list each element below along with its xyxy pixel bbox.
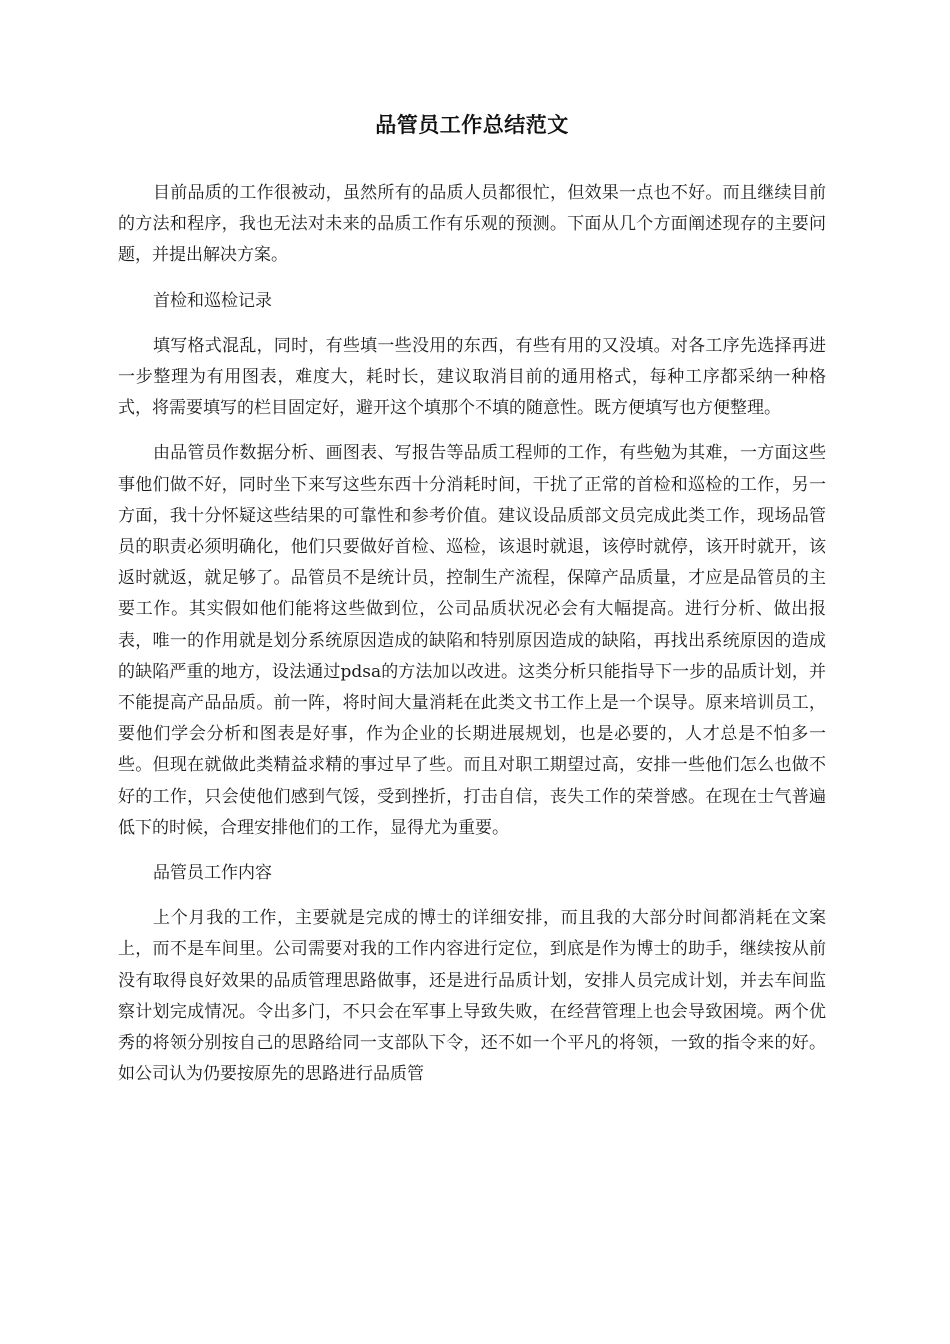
document-title: 品管员工作总结范文 xyxy=(375,112,569,137)
paragraph-intro: 目前品质的工作很被动，虽然所有的品质人员都很忙，但效果一点也不好。而且继续目前的方法和程序，我也无法对未来的品质工作有乐观的预测。下面从几个方面阐述现存的主要问题，并提出解决方案。 xyxy=(118,183,826,266)
paragraph-record-format: 填写格式混乱，同时，有些填一些没用的东西，有些有用的又没填。对各工序先选择再进一步整理为有用图表，难度大，耗时长，建议取消目前的通用格式，每种工序都采纳一种格式，将需要填写的栏目固定好，避开这个填那个不填的随意性。既方便填写也方便整理。 xyxy=(118,335,826,419)
section-heading-work-content: 品管员工作内容 xyxy=(153,863,272,884)
section-heading-inspection-records: 首检和巡检记录 xyxy=(153,290,272,311)
paragraph-data-analysis: 由品管员作数据分析、画图表、写报告等品质工程师的工作，有些勉为其难，一方面这些事他们做不好，同时坐下来写这些东西十分消耗时间，干扰了正常的首检和巡检的工作，另一方面，我十分怀疑这些结果的可靠性和参考价值。建议设品质部文员完成此类工作，现场品管员的职责必须明确化，他们只要做好首检、巡检，该退时就退，该停时就停，该开时就开，该返时就返，就足够了。品管员不是统计员，控制生产流程，保障产品质量，才应是品管员的主要工作。其实假如他们能将这些做到位，公司品质状况必会有大幅提高。进行分析、做出报表，唯一的作用就是划分系统原因造成的缺陷和特别原因造成的缺陷，再找出系统原因的造成的缺陷严重的地方，设法通过pdsa的方法加以改进。这类分析只能指导下一步的品质计划，并不能提高产品品质。前一阵，将时间大量消耗在此类文书工作上是一个误导。原来培训员工，要他们学会分析和图表是好事，作为企业的长期进展规划，也是必要的，人才总是不怕多一些。但现在就做此类精益求精的事过早了些。而且对职工期望过高，安排一些他们怎么也做不好的工作，只会使他们感到气馁，受到挫折，打击自信，丧失工作的荣誉感。在现在士气普遍低下的时候，合理安排他们的工作，显得尤为重要。 xyxy=(118,443,826,838)
paragraph-last-month-work: 上个月我的工作，主要就是完成的博士的详细安排，而且我的大部分时间都消耗在文案上，而不是车间里。公司需要对我的工作内容进行定位，到底是作为博士的助手，继续按从前没有取得良好效果的品质管理思路做事，还是进行品质计划，安排人员完成计划，并去车间监察计划完成情况。令出多门，不只会在军事上导致失败，在经营管理上也会导致困境。两个优秀的将领分别按自己的思路给同一支部队下令，还不如一个平凡的将领，一致的指令来的好。如公司认为仍要按原先的思路进行品质管 xyxy=(118,908,826,1085)
document-body xyxy=(118,108,826,1104)
